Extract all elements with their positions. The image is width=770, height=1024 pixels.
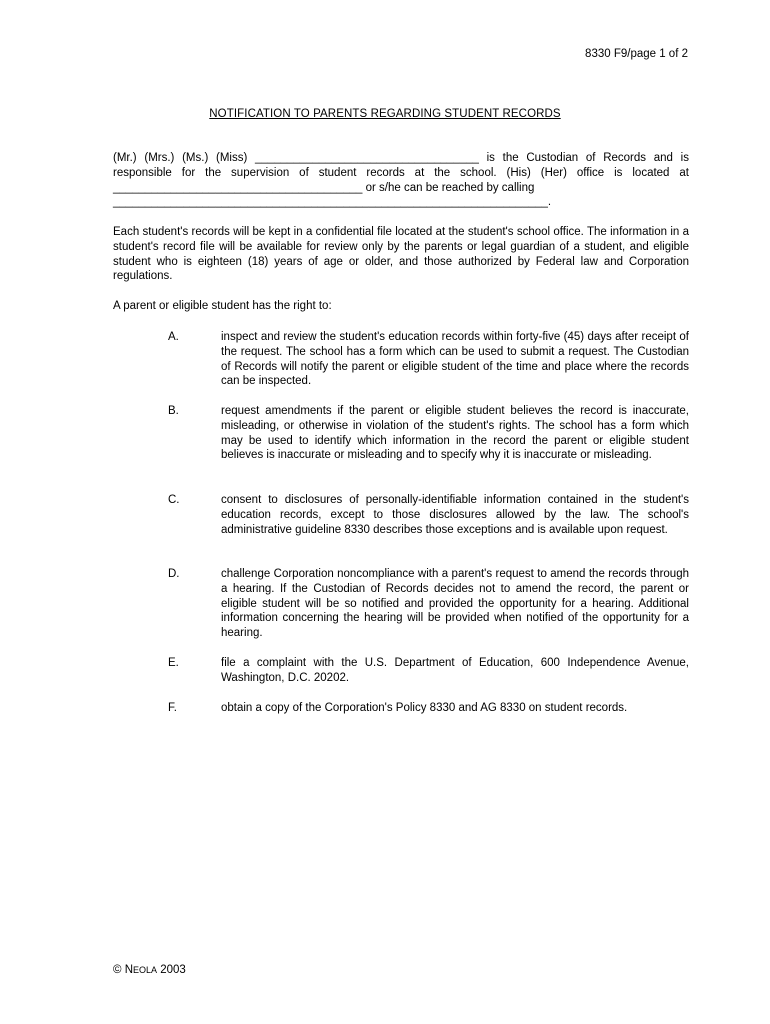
right-text: inspect and review the student's education records within forty-five (45) days after receipt of the request. The school has a form which can be used to submit a request. The Custodian of Records will notify the parent or eligible student of the time and place where the records can be inspected. bbox=[221, 331, 689, 388]
right-letter: D. bbox=[168, 568, 180, 580]
rights-intro: A parent or eligible student has the right to: bbox=[113, 300, 332, 312]
right-letter: C. bbox=[168, 494, 180, 506]
right-text: obtain a copy of the Corporation's Policy 8330 and AG 8330 on student records. bbox=[221, 702, 628, 714]
right-letter: F. bbox=[168, 702, 177, 714]
copyright-year: 2003 bbox=[160, 964, 186, 976]
right-letter: A. bbox=[168, 331, 179, 343]
custodian-text: (Mr.) (Mrs.) (Ms.) (Miss) ___________________________________ is the Custodian of Records and is responsible for the supervision of student records at the school. (His) (Her) office is located at _______________________________________ or s/he can be reached by calling bbox=[113, 152, 689, 194]
right-letter: E. bbox=[168, 657, 179, 669]
custodian-paragraph bbox=[113, 151, 689, 210]
records-paragraph: Each student's records will be kept in a confidential file located at the student's school office. The information in a student's record file will be available for review only by the parents or legal guardian of a student, and eligible student who is eighteen (18) years of age or older, and those authorized by Federal law and Corporation regulations. bbox=[113, 226, 689, 283]
right-text: challenge Corporation noncompliance with a parent's request to amend the records through a hearing. If the Custodian of Records decides not to amend the record, the parent or eligible student will be so notified and provided the opportunity for a hearing. Additional information concerning the hearing will be provided when notified of the opportunity for a hearing. bbox=[221, 568, 689, 640]
copyright-footer bbox=[113, 964, 186, 976]
brand-rest: EOLA bbox=[133, 965, 158, 975]
right-text: consent to disclosures of personally-identifiable information contained in the student's education records, except to those disclosures allowed by the law. The school's administrative guideline 8330 describes those exceptions and is available upon request. bbox=[221, 494, 689, 536]
right-text: request amendments if the parent or eligible student believes the record is inaccurate, misleading, or otherwise in violation of the student's rights. The school has a form which may be used to identify which information in the record the parent or eligible student believes is inaccurate or misleading and to specify why it is inaccurate or misleading. bbox=[221, 405, 689, 462]
phone-blank-line: ____________________________________________________________________. bbox=[113, 196, 552, 209]
right-letter: B. bbox=[168, 405, 179, 417]
document-title: NOTIFICATION TO PARENTS REGARDING STUDENT RECORDS bbox=[209, 108, 561, 120]
right-text: file a complaint with the U.S. Department of Education, 600 Independence Avenue, Washington, D.C. 20202. bbox=[221, 657, 689, 684]
copyright-symbol: © bbox=[113, 964, 122, 976]
brand-initial: N bbox=[124, 964, 133, 976]
page-reference: 8330 F9/page 1 of 2 bbox=[585, 48, 688, 60]
